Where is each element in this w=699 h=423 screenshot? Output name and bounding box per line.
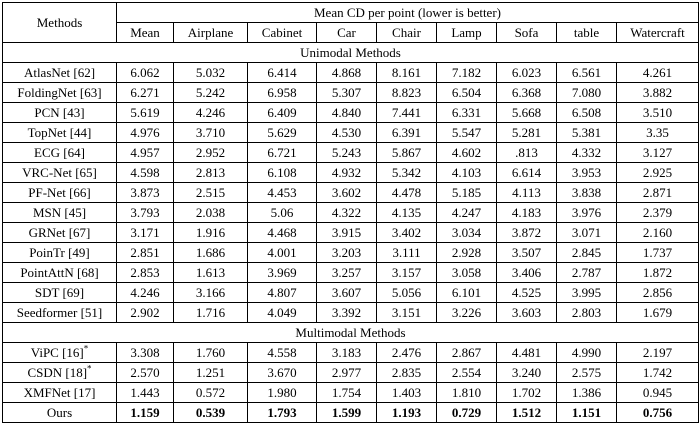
method-name: ViPC [16] — [30, 344, 84, 360]
value-cell: 3.35 — [617, 123, 699, 143]
section-title-row — [3, 43, 699, 63]
value-cell: 4.049 — [248, 303, 317, 323]
value-cell: 3.257 — [317, 263, 377, 283]
value-cell: 4.261 — [617, 63, 699, 83]
method-cell — [3, 303, 117, 323]
value-cell: 4.976 — [117, 123, 174, 143]
value-cell: 3.976 — [557, 203, 617, 223]
value-cell: 1.702 — [497, 383, 557, 403]
value-cell: 1.737 — [617, 243, 699, 263]
value-cell: 2.803 — [557, 303, 617, 323]
value-cell: 2.952 — [174, 143, 248, 163]
method-cell — [3, 123, 117, 143]
value-cell: 0.572 — [174, 383, 248, 403]
value-cell: 3.151 — [377, 303, 437, 323]
value-cell: 6.062 — [117, 63, 174, 83]
methods-header: Methods — [3, 3, 117, 43]
value-cell: 4.868 — [317, 63, 377, 83]
value-cell: 1.679 — [617, 303, 699, 323]
value-cell: 1.810 — [437, 383, 497, 403]
value-cell: 4.530 — [317, 123, 377, 143]
value-cell: 3.183 — [317, 343, 377, 363]
value-cell: 4.183 — [497, 203, 557, 223]
value-cell: 2.928 — [437, 243, 497, 263]
value-cell: 3.507 — [497, 243, 557, 263]
value-cell: 6.108 — [248, 163, 317, 183]
value-cell: 1.151 — [557, 403, 617, 423]
value-cell: 4.598 — [117, 163, 174, 183]
table-row — [3, 363, 699, 383]
value-cell: 3.071 — [557, 223, 617, 243]
value-cell: 1.716 — [174, 303, 248, 323]
value-cell: 1.872 — [617, 263, 699, 283]
value-cell: 7.080 — [557, 83, 617, 103]
value-cell: 8.161 — [377, 63, 437, 83]
value-cell: 1.443 — [117, 383, 174, 403]
value-cell: 6.414 — [248, 63, 317, 83]
value-cell: 7.182 — [437, 63, 497, 83]
method-name: PoinTr [49] — [29, 244, 90, 260]
value-cell: 5.867 — [377, 143, 437, 163]
value-cell: 6.504 — [437, 83, 497, 103]
value-cell: 4.113 — [497, 183, 557, 203]
value-cell: 2.835 — [377, 363, 437, 383]
value-cell: 3.127 — [617, 143, 699, 163]
value-cell: 6.023 — [497, 63, 557, 83]
method-name: VRC-Net [65] — [22, 164, 97, 180]
value-cell: 2.902 — [117, 303, 174, 323]
value-cell: 3.171 — [117, 223, 174, 243]
value-cell: 2.570 — [117, 363, 174, 383]
column-header: Mean — [117, 23, 174, 43]
value-cell: 4.932 — [317, 163, 377, 183]
method-cell — [3, 83, 117, 103]
table-row — [3, 183, 699, 203]
value-cell: 1.193 — [377, 403, 437, 423]
table-row — [3, 103, 699, 123]
value-cell: 5.547 — [437, 123, 497, 143]
value-cell: 2.813 — [174, 163, 248, 183]
value-cell: 1.386 — [557, 383, 617, 403]
table-row — [3, 303, 699, 323]
column-header: Sofa — [497, 23, 557, 43]
table-row — [3, 123, 699, 143]
value-cell: 3.710 — [174, 123, 248, 143]
method-cell — [3, 103, 117, 123]
value-cell: 7.441 — [377, 103, 437, 123]
value-cell: 3.915 — [317, 223, 377, 243]
value-cell: 1.916 — [174, 223, 248, 243]
value-cell: 3.882 — [617, 83, 699, 103]
method-name: GRNet [67] — [28, 224, 91, 240]
value-cell: 2.853 — [117, 263, 174, 283]
column-header: Lamp — [437, 23, 497, 43]
value-cell: 1.251 — [174, 363, 248, 383]
value-cell: 2.977 — [317, 363, 377, 383]
value-cell: 1.760 — [174, 343, 248, 363]
column-header: Chair — [377, 23, 437, 43]
value-cell: 5.032 — [174, 63, 248, 83]
value-cell: 2.867 — [437, 343, 497, 363]
value-cell: 2.554 — [437, 363, 497, 383]
method-name: ECG [64] — [34, 144, 85, 160]
value-cell: 6.721 — [248, 143, 317, 163]
method-cell — [3, 223, 117, 243]
value-cell: 2.038 — [174, 203, 248, 223]
value-cell: 6.101 — [437, 283, 497, 303]
method-name: AtlasNet [62] — [23, 64, 96, 80]
table-row — [3, 243, 699, 263]
value-cell: 2.851 — [117, 243, 174, 263]
value-cell: 3.034 — [437, 223, 497, 243]
value-cell: 3.226 — [437, 303, 497, 323]
value-cell: 3.872 — [497, 223, 557, 243]
value-cell: 2.476 — [377, 343, 437, 363]
value-cell: 6.614 — [497, 163, 557, 183]
value-cell: 3.058 — [437, 263, 497, 283]
table-body — [3, 3, 699, 423]
section-title-row — [3, 323, 699, 343]
column-header: Airplane — [174, 23, 248, 43]
value-cell: 3.111 — [377, 243, 437, 263]
value-cell: 6.508 — [557, 103, 617, 123]
value-cell: 6.368 — [497, 83, 557, 103]
value-cell: 3.240 — [497, 363, 557, 383]
method-name: SDT [69] — [34, 284, 85, 300]
value-cell: 3.203 — [317, 243, 377, 263]
value-cell: 0.945 — [617, 383, 699, 403]
value-cell: 1.159 — [117, 403, 174, 423]
value-cell: 4.840 — [317, 103, 377, 123]
value-cell: 6.271 — [117, 83, 174, 103]
value-cell: 3.392 — [317, 303, 377, 323]
value-cell: 5.619 — [117, 103, 174, 123]
column-header: Watercraft — [617, 23, 699, 43]
method-name: XMFNet [17] — [23, 384, 96, 400]
value-cell: 3.157 — [377, 263, 437, 283]
value-cell: 4.525 — [497, 283, 557, 303]
value-cell: 1.754 — [317, 383, 377, 403]
value-cell: 5.243 — [317, 143, 377, 163]
value-cell: 4.602 — [437, 143, 497, 163]
value-cell: 5.342 — [377, 163, 437, 183]
value-cell: 2.515 — [174, 183, 248, 203]
value-cell: 3.995 — [557, 283, 617, 303]
value-cell: 0.539 — [174, 403, 248, 423]
footnote-marker: * — [87, 363, 92, 374]
value-cell: 2.575 — [557, 363, 617, 383]
value-cell: 2.197 — [617, 343, 699, 363]
method-cell — [3, 163, 117, 183]
value-cell: 1.742 — [617, 363, 699, 383]
cd-results-table — [2, 2, 699, 423]
value-cell: 5.242 — [174, 83, 248, 103]
value-cell: 5.381 — [557, 123, 617, 143]
column-header: Car — [317, 23, 377, 43]
table-row — [3, 203, 699, 223]
value-cell: 4.135 — [377, 203, 437, 223]
value-cell: 5.629 — [248, 123, 317, 143]
value-cell: 5.185 — [437, 183, 497, 203]
value-cell: 4.246 — [117, 283, 174, 303]
value-cell: 6.409 — [248, 103, 317, 123]
value-cell: 4.957 — [117, 143, 174, 163]
method-cell — [3, 203, 117, 223]
method-name: MSN [45] — [32, 204, 87, 220]
value-cell: 8.823 — [377, 83, 437, 103]
table-row — [3, 383, 699, 403]
value-cell: 2.925 — [617, 163, 699, 183]
method-cell — [3, 63, 117, 83]
value-cell: 6.958 — [248, 83, 317, 103]
table-row — [3, 403, 699, 423]
value-cell: 2.845 — [557, 243, 617, 263]
method-cell — [3, 283, 117, 303]
value-cell: 3.969 — [248, 263, 317, 283]
value-cell: 5.281 — [497, 123, 557, 143]
method-cell — [3, 383, 117, 403]
table-row — [3, 83, 699, 103]
value-cell: 4.246 — [174, 103, 248, 123]
value-cell: 1.980 — [248, 383, 317, 403]
method-name: PointAttN [68] — [20, 264, 99, 280]
value-cell: 2.787 — [557, 263, 617, 283]
value-cell: 3.166 — [174, 283, 248, 303]
value-cell: 6.391 — [377, 123, 437, 143]
method-cell — [3, 263, 117, 283]
value-cell: 0.729 — [437, 403, 497, 423]
method-cell — [3, 243, 117, 263]
value-cell: 3.670 — [248, 363, 317, 383]
value-cell: 4.322 — [317, 203, 377, 223]
section-title: Multimodal Methods — [3, 323, 699, 343]
value-cell: 5.06 — [248, 203, 317, 223]
value-cell: 4.468 — [248, 223, 317, 243]
value-cell: 3.406 — [497, 263, 557, 283]
column-header: table — [557, 23, 617, 43]
value-cell: 4.332 — [557, 143, 617, 163]
value-cell: 4.990 — [557, 343, 617, 363]
group-header: Mean CD per point (lower is better) — [117, 3, 699, 23]
method-name: TopNet [44] — [27, 124, 92, 140]
value-cell: 2.871 — [617, 183, 699, 203]
value-cell: 3.308 — [117, 343, 174, 363]
value-cell: 3.603 — [497, 303, 557, 323]
method-name: PF-Net [66] — [28, 184, 91, 200]
table-row — [3, 63, 699, 83]
value-cell: 1.686 — [174, 243, 248, 263]
value-cell: 2.856 — [617, 283, 699, 303]
value-cell: 2.379 — [617, 203, 699, 223]
section-title: Unimodal Methods — [3, 43, 699, 63]
value-cell: 1.512 — [497, 403, 557, 423]
value-cell: 3.793 — [117, 203, 174, 223]
value-cell: 4.001 — [248, 243, 317, 263]
value-cell: 3.602 — [317, 183, 377, 203]
value-cell: 3.838 — [557, 183, 617, 203]
method-cell — [3, 183, 117, 203]
value-cell: 3.607 — [317, 283, 377, 303]
method-cell — [3, 143, 117, 163]
method-cell — [3, 363, 117, 383]
value-cell: 4.481 — [497, 343, 557, 363]
results-table-wrapper — [2, 2, 685, 423]
value-cell: .813 — [497, 143, 557, 163]
table-row — [3, 163, 699, 183]
value-cell: 4.103 — [437, 163, 497, 183]
method-cell — [3, 343, 117, 363]
value-cell: 1.599 — [317, 403, 377, 423]
value-cell: 1.403 — [377, 383, 437, 403]
value-cell: 6.331 — [437, 103, 497, 123]
value-cell: 4.247 — [437, 203, 497, 223]
method-name: Seedformer [51] — [16, 304, 103, 320]
table-row — [3, 283, 699, 303]
method-name: CSDN [18] — [27, 364, 88, 380]
table-row — [3, 343, 699, 363]
value-cell: 4.558 — [248, 343, 317, 363]
table-row — [3, 223, 699, 243]
value-cell: 4.807 — [248, 283, 317, 303]
table-row — [3, 143, 699, 163]
footnote-marker: * — [83, 343, 89, 354]
method-name: FoldingNet [63] — [17, 84, 102, 100]
value-cell: 0.756 — [617, 403, 699, 423]
method-name: PCN [43] — [34, 104, 85, 120]
method-cell — [3, 403, 117, 423]
value-cell: 2.160 — [617, 223, 699, 243]
column-header: Cabinet — [248, 23, 317, 43]
value-cell: 5.056 — [377, 283, 437, 303]
value-cell: 3.953 — [557, 163, 617, 183]
method-name: Ours — [46, 404, 73, 420]
value-cell: 5.307 — [317, 83, 377, 103]
value-cell: 3.402 — [377, 223, 437, 243]
value-cell: 4.478 — [377, 183, 437, 203]
value-cell: 5.668 — [497, 103, 557, 123]
value-cell: 3.510 — [617, 103, 699, 123]
table-row — [3, 263, 699, 283]
value-cell: 6.561 — [557, 63, 617, 83]
value-cell: 1.793 — [248, 403, 317, 423]
value-cell: 3.873 — [117, 183, 174, 203]
value-cell: 4.453 — [248, 183, 317, 203]
value-cell: 1.613 — [174, 263, 248, 283]
header-row-group — [3, 3, 699, 23]
